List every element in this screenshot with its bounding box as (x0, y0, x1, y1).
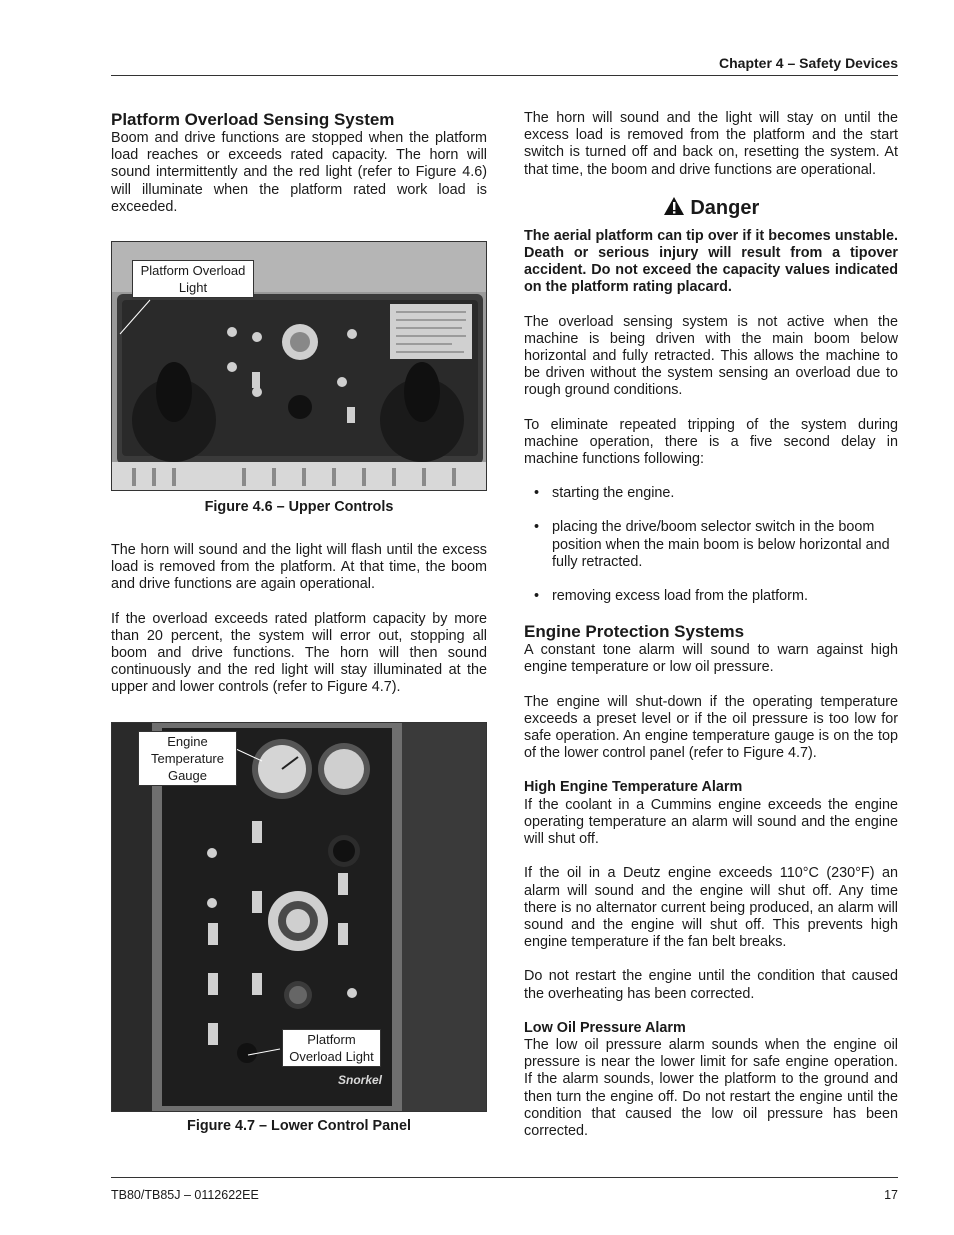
figure-caption: Figure 4.6 – Upper Controls (204, 499, 394, 516)
right-column (524, 110, 898, 1140)
section-title-overload: Platform Overload Sensing System (111, 110, 395, 129)
paragraph: The horn will sound and the light will stay on until the excess load is removed from the platform and the start switch is turned off and back on, resetting the system. At that time, the boom and drive functions are operational. (524, 110, 898, 178)
paragraph: Boom and drive functions are stopped when the platform load reaches or exceeds rated capacity. The horn will sound intermittently and the red light (refer to Figure 4.6) will illuminate when the platform rated work load is exceeded. (111, 130, 487, 215)
paragraph: If the coolant in a Cummins engine exceeds the engine operating temperature an alarm will sound and the engine will shut off. (524, 796, 898, 848)
snorkel-logo: Snorkel (338, 1072, 383, 1087)
bullet-list (524, 485, 898, 605)
document-id: TB80/TB85J – 0112622EE (111, 1188, 259, 1202)
list-item: • starting the engine. (534, 485, 675, 502)
danger-heading (524, 196, 898, 220)
paragraph: The low oil pressure alarm sounds when the engine oil pressure is near the lower limit for safe engine operation. If the alarm sounds, lower the platform to the ground and then turn the engine off. Do not restart the engine until the condition that caused the low oil pressure has been corrected. (524, 1036, 898, 1139)
paragraph: A constant tone alarm will sound to warn against high engine temperature or low oil pressure. (524, 642, 898, 676)
footer-rule (111, 1177, 898, 1178)
chapter-header: Chapter 4 – Safety Devices (719, 55, 898, 71)
page-number: 17 (884, 1188, 898, 1202)
paragraph: The horn will sound and the light will flash until the excess load is removed from the platform. At that time, the boom and drive functions are again operational. (111, 542, 487, 593)
figure-upper-controls (111, 241, 487, 491)
list-item: • removing excess load from the platform. (534, 588, 808, 605)
header-rule (111, 75, 898, 76)
danger-title: Danger (690, 196, 760, 219)
danger-text: The aerial platform can tip over if it becomes unstable. Death or serious injury will result from a tipover accident. Do not exceed the capacity values indicated on the platform rating placard. (524, 227, 898, 296)
subsection-title-low-oil: Low Oil Pressure Alarm (524, 1019, 686, 1036)
warning-triangle-icon (663, 196, 685, 216)
paragraph: Do not restart the engine until the condition that caused the overheating has been corrected. (524, 968, 898, 1002)
callout-platform-overload-light: Platform Overload Light (282, 1029, 381, 1067)
figure-lower-control-panel (111, 722, 487, 1112)
section-title-engine-protection: Engine Protection Systems (524, 622, 745, 642)
callout-engine-temperature-gauge: Engine Temperature Gauge (138, 731, 237, 786)
left-column (111, 110, 487, 1135)
paragraph: To eliminate repeated tripping of the system during machine operation, there is a five second delay in machine functions following: (524, 416, 898, 468)
paragraph: The overload sensing system is not active when the machine is being driven with the main boom below horizontal and fully retracted. This allows the machine to be driven without the system sensing an overload due to rough ground conditions. (524, 313, 898, 399)
paragraph: The engine will shut-down if the operating temperature exceeds a preset level or if the oil pressure is too low for safe operation. An engine temperature gauge is on the top of the lower control panel (refer to Figure 4.7). (524, 693, 898, 762)
paragraph: If the oil in a Deutz engine exceeds 110°C (230°F) an alarm will sound and the engine will shut off. Any time there is no alternator current being produced, an alarm will sound and the engine will shut off. This prevents high engine temperature if the fan belt breaks. (524, 865, 898, 951)
paragraph: If the overload exceeds rated platform capacity by more than 20 percent, the system will error out, stopping all boom and drive functions. The horn will then sound continuously and the red light will stay illuminated at the upper and lower controls (refer to Figure 4.7). (111, 610, 487, 696)
figure-caption: Figure 4.7 – Lower Control Panel (187, 1117, 411, 1134)
list-item: • placing the drive/boom selector switch in the boom position when the main boom is below horizontal and fully retracted. (534, 519, 890, 570)
subsection-title-high-temp: High Engine Temperature Alarm (524, 779, 743, 796)
callout-platform-overload-light: Platform Overload Light (132, 260, 254, 298)
